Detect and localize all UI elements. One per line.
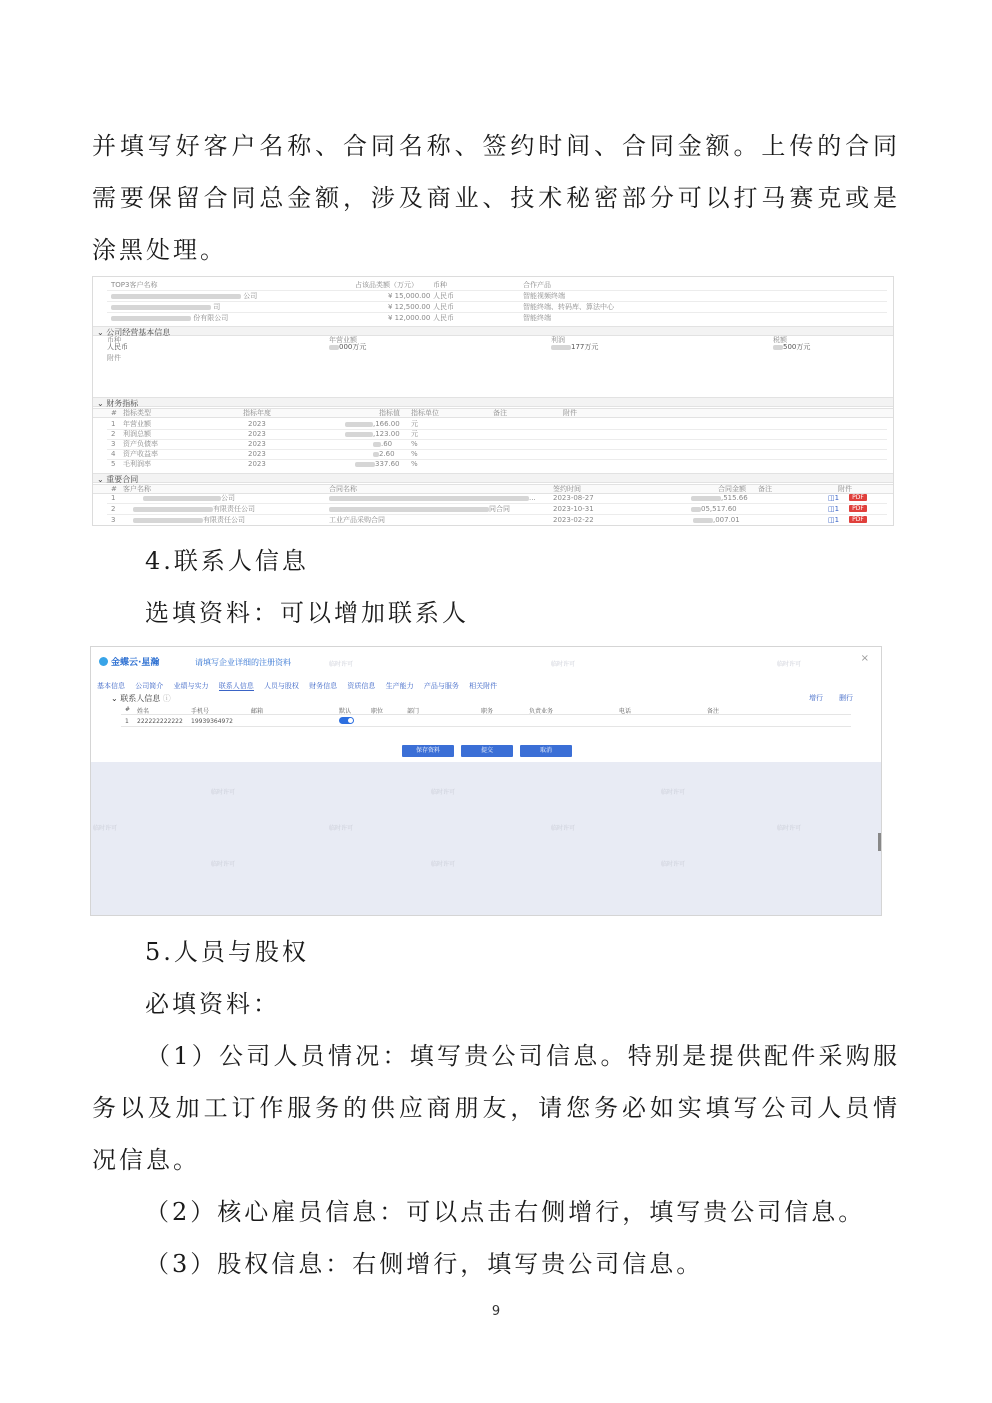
top3-row-3-name: 份有限公司 xyxy=(111,314,228,322)
top3-row-1-product: 智能视频终端 xyxy=(523,292,565,300)
fi-header-no: # xyxy=(111,409,117,417)
mc-header-amount: 合同金额 xyxy=(718,485,746,493)
delete-row-button[interactable]: 删行 xyxy=(839,694,853,702)
tab-attachments[interactable]: 相关附件 xyxy=(469,682,498,690)
scrollbar[interactable] xyxy=(878,833,881,851)
help-icon: ⓘ xyxy=(162,694,171,703)
watermark: 临时许可 xyxy=(777,661,802,668)
top3-header-product: 合作产品 xyxy=(523,281,551,289)
contact-row-1[interactable]: 1 222222222222 19939364972 xyxy=(121,715,851,727)
top3-header-name: TOP3客户名称 xyxy=(111,281,158,289)
add-row-button[interactable]: 增行 xyxy=(809,694,823,702)
finance-basic-value-profit: 177万元 xyxy=(551,343,598,351)
tab-qualification[interactable]: 资质信息 xyxy=(347,682,376,690)
tab-company-intro[interactable]: 公司简介 xyxy=(135,682,164,690)
watermark: 临时许可 xyxy=(93,825,118,832)
section5-item1: （1）公司人员情况：填写贵公司信息。特别是提供配件采购服务以及加工订作服务的供应商朋友，请您务必如实填写公司人员情况信息。 xyxy=(92,1042,900,1174)
section5-heading: 5.人员与股权 xyxy=(145,938,309,966)
watermark: 临时许可 xyxy=(329,661,354,668)
finance-basic-value-currency: 人民币 xyxy=(107,343,128,351)
major-contracts-title: ⌄ 重要合同 xyxy=(97,475,139,484)
watermark: 临时许可 xyxy=(431,789,456,796)
registration-tabs xyxy=(97,681,505,691)
section5-item2: （2）核心雇员信息：可以点击右侧增行，填写贵公司信息。 xyxy=(145,1198,866,1226)
page-number: 9 xyxy=(491,1304,501,1319)
mc-row-2-pdf-icon[interactable]: PDF xyxy=(849,505,867,512)
mc-row-1-attach-count[interactable]: ◫1 xyxy=(828,494,840,502)
financial-indicators-title: ⌄ 财务指标 xyxy=(97,399,139,408)
top3-row-2-amount: ¥ 12,500.00 xyxy=(388,303,431,311)
attachment-icon: ◫ xyxy=(828,516,835,524)
business-info-screenshot: TOP3客户名称 占该品类额（万元） 币种 合作产品 公司 ¥ 15,000.00 人民币 智能视频终端 司 ¥ 12,500.00 人民币 智能终端、转码库、算法中心 份有限公司 ¥ 12,000.00 人民币 智能终端 ⌄ 公司经营基本信息 币种 人民币 年营业额 000万元 利润 177万元 税额 500万元 附件 ⌄ 财务指标 # 指标类型 指标年度 指标值 指标单位 备注 附件 1 年营业额 2023 ,166.00 元 2 利润总额 2023 ,123.00 元 3 资产负债率 2023 .60 % 4 资产收益率 2023 2.60 % 5 毛利润率 2023 337.60 % ⌄ 重要合同 # 客户名称 合同名称 签约时间 合同金额 备注 附件 1 公司 ... 2023-08-27 ,515.66 ◫1 PDF 2 有限责任公司 同合同 2023-10-31 05,517.60 ◫1 PDF 3 有限责任公司 工业产品采购合同 2023-02-22 ,007.01 ◫1 PDF xyxy=(92,276,894,526)
finance-basic-title: ⌄ 公司经营基本信息 xyxy=(97,328,171,337)
dialog-title: 请填写企业详细的注册资料 xyxy=(195,658,291,667)
top3-row-3-product: 智能终端 xyxy=(523,314,551,322)
finance-basic-label-revenue: 年营业额 xyxy=(329,336,357,344)
close-icon[interactable]: × xyxy=(860,653,869,664)
watermark: 临时许可 xyxy=(211,789,236,796)
top3-row-3-amount: ¥ 12,000.00 xyxy=(388,314,431,322)
save-button[interactable]: 保存资料 xyxy=(402,745,454,757)
watermark: 临时许可 xyxy=(661,789,686,796)
top3-header-amount: 占该品类额（万元） xyxy=(355,281,418,289)
contact-table: # 姓名 手机号 邮箱 默认 职位 部门 职务 负责业务 电话 备注 1 222222222222 19939364972 xyxy=(121,703,851,737)
submit-button[interactable]: 提交 xyxy=(461,745,513,757)
finance-basic-label-currency: 币种 xyxy=(107,336,121,344)
section4-note: 选填资料：可以增加联系人 xyxy=(145,599,469,627)
tab-contact-info[interactable]: 联系人信息 xyxy=(218,682,254,690)
finance-basic-label-tax: 税额 xyxy=(773,336,787,344)
finance-basic-attachment: 附件 xyxy=(107,354,121,362)
tab-production[interactable]: 生产能力 xyxy=(385,682,414,690)
top3-row-2-product: 智能终端、转码库、算法中心 xyxy=(523,303,614,311)
fi-header-type: 指标类型 xyxy=(123,409,151,417)
top3-row-1-amount: ¥ 15,000.00 xyxy=(388,292,431,300)
default-contact-toggle[interactable] xyxy=(339,717,354,724)
finance-basic-label-profit: 利润 xyxy=(551,336,565,344)
mc-header-contract: 合同名称 xyxy=(329,485,357,493)
fi-header-remark: 备注 xyxy=(493,409,507,417)
top3-row-1-currency: 人民币 xyxy=(433,292,454,300)
mc-header-attachment: 附件 xyxy=(838,485,852,493)
tab-personnel-equity[interactable]: 人员与股权 xyxy=(263,682,299,690)
modal-overlay xyxy=(91,762,881,915)
cancel-button[interactable]: 取消 xyxy=(520,745,572,757)
top3-row-3-currency: 人民币 xyxy=(433,314,454,322)
fi-header-value: 指标值 xyxy=(379,409,400,417)
attachment-icon: ◫ xyxy=(828,505,835,513)
watermark: 临时许可 xyxy=(661,861,686,868)
contact-info-screenshot xyxy=(90,646,882,916)
tab-financial-info[interactable]: 财务信息 xyxy=(309,682,338,690)
watermark: 临时许可 xyxy=(551,661,576,668)
contact-section-title: ⌄ 联系人信息 ⓘ xyxy=(111,694,171,703)
top3-row-2-currency: 人民币 xyxy=(433,303,454,311)
tab-products-services[interactable]: 产品与服务 xyxy=(423,682,459,690)
mc-header-no: # xyxy=(111,485,117,493)
intro-paragraph: 并填写好客户名称、合同名称、签约时间、合同金额。上传的合同需要保留合同总金额，涉及商业、技术秘密部分可以打马赛克或是涂黑处理。 xyxy=(92,132,900,264)
watermark: 临时许可 xyxy=(777,825,802,832)
finance-basic-value-revenue: 000万元 xyxy=(329,343,366,351)
watermark: 临时许可 xyxy=(431,861,456,868)
kingdee-logo: 金蝶云·星瀚 xyxy=(99,655,159,668)
mc-row-3-pdf-icon[interactable]: PDF xyxy=(849,516,867,523)
mc-row-1-pdf-icon[interactable]: PDF xyxy=(849,494,867,501)
attachment-icon: ◫ xyxy=(828,494,835,502)
mc-header-customer: 客户名称 xyxy=(123,485,151,493)
section5-required: 必填资料： xyxy=(145,990,280,1018)
watermark: 临时许可 xyxy=(551,825,576,832)
mc-row-3-attach-count[interactable]: ◫1 xyxy=(828,516,840,524)
watermark: 临时许可 xyxy=(329,825,354,832)
logo-icon xyxy=(99,657,108,666)
top3-row-1-name: 公司 xyxy=(111,292,257,300)
top3-row-2-name: 司 xyxy=(111,303,220,311)
tab-basic-info[interactable]: 基本信息 xyxy=(97,682,125,690)
fi-header-attachment: 附件 xyxy=(563,409,577,417)
section4-heading: 4.联系人信息 xyxy=(145,547,309,575)
fi-header-unit: 指标单位 xyxy=(411,409,439,417)
section5-item3: （3）股权信息：右侧增行，填写贵公司信息。 xyxy=(145,1250,704,1278)
finance-basic-value-tax: 500万元 xyxy=(773,343,810,351)
fi-header-year: 指标年度 xyxy=(243,409,271,417)
tab-performance[interactable]: 业绩与实力 xyxy=(173,682,209,690)
watermark: 临时许可 xyxy=(211,861,236,868)
mc-header-remark: 备注 xyxy=(758,485,772,493)
mc-header-date: 签约时间 xyxy=(553,485,581,493)
mc-row-2-attach-count[interactable]: ◫1 xyxy=(828,505,840,513)
top3-header-currency: 币种 xyxy=(433,281,447,289)
